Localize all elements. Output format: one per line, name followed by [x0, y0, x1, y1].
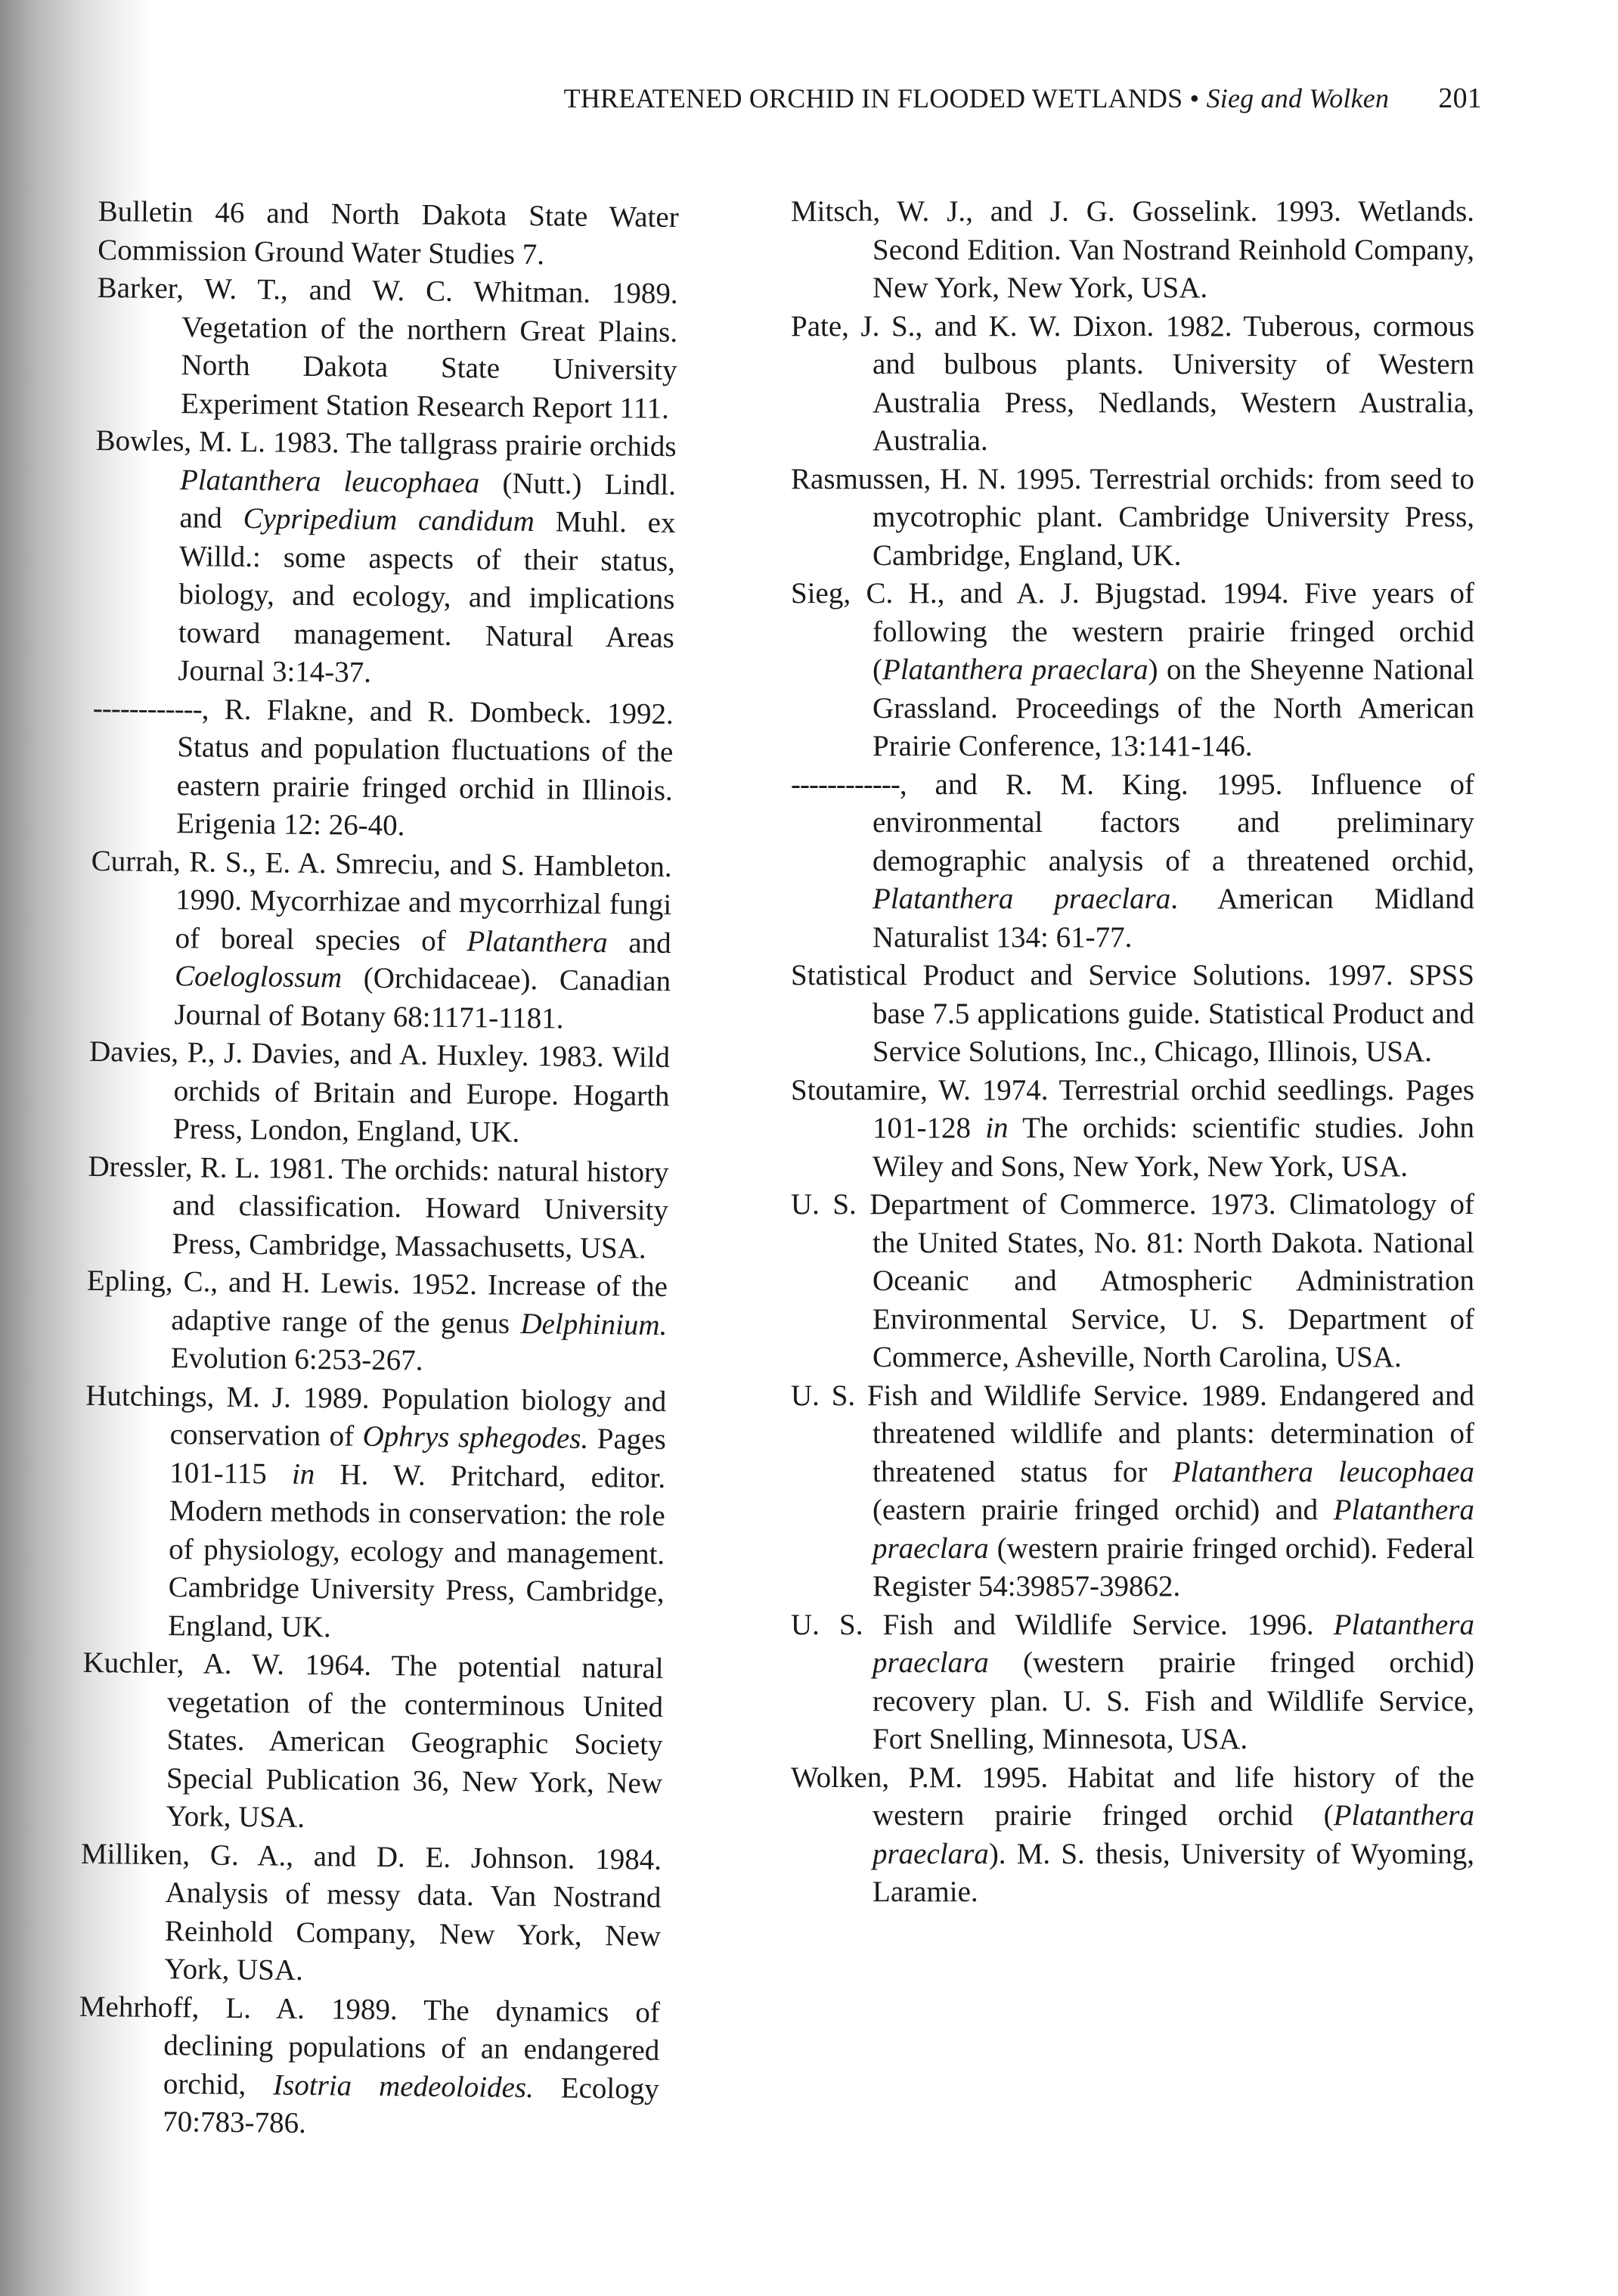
reference-entry: ------------, and R. M. King. 1995. Influence of environmental factors and preliminary demographic analysis of a threatened orchid, Platanthera praeclara. American Midland Naturalist 134: 61-77.: [791, 768, 1474, 954]
reference-entry: Epling, C., and H. Lewis. 1952. Increase of the adaptive range of the genus Delphinium. Evolution 6:253-267.: [86, 1264, 668, 1377]
reference-entry: Rasmussen, H. N. 1995. Terrestrial orchids: from seed to mycotrophic plant. Cambridge University Press, Cambridge, England, UK.: [791, 462, 1474, 572]
reference-entry: Bowles, M. L. 1983. The tallgrass prairie orchids Platanthera leucophaea (Nutt.) Lindl. and Cypripedium candidum Muhl. ex Willd.: some aspects of their status, biology, and ecology, and implications toward management. Natural Areas Journal 3:14-37.: [95, 424, 677, 689]
left-column: [78, 193, 679, 2146]
reference-entry: Dressler, R. L. 1981. The orchids: natural history and classification. Howard University Press, Cambridge, Massachusetts, USA.: [88, 1150, 669, 1265]
reference-entry: Mitsch, W. J., and J. G. Gosselink. 1993. Wetlands. Second Edition. Van Nostrand Reinhold Company, New York, New York, USA.: [791, 195, 1474, 304]
reference-entry: ------------, R. Flakne, and R. Dombeck. 1992. Status and population fluctuations of the eastern prairie fringed orchid in Illinois. Erigenia 12: 26-40.: [92, 691, 674, 842]
reference-entry: Kuchler, A. W. 1964. The potential natural vegetation of the conterminous United States. American Geographic Society Special Publication 36, New York, New York, USA.: [82, 1646, 664, 1834]
reference-entry: Wolken, P.M. 1995. Habitat and life history of the western prairie fringed orchid (Platanthera praeclara). M. S. thesis, University of Wyoming, Laramie.: [791, 1761, 1474, 1908]
reference-entry-continued: Bulletin 46 and North Dakota State Water Commission Ground Water Studies 7.: [97, 194, 679, 271]
ditto-dashes: ------------: [92, 691, 202, 725]
running-head-authors: Sieg and Wolken: [1206, 83, 1390, 113]
running-head-title: THREATENED ORCHID IN FLOODED WETLANDS: [563, 83, 1183, 113]
reference-entry: Barker, W. T., and W. C. Whitman. 1989. Vegetation of the northern Great Plains. North Dakota State University Experiment Station Research Report 111.: [97, 271, 678, 425]
running-head-bullet: •: [1189, 83, 1200, 113]
reference-entry: Currah, R. S., E. A. Smreciu, and S. Hambleton. 1990. Mycorrhizae and mycorrhizal fungi of boreal species of Platanthera and Coeloglossum (Orchidaceae). Canadian Journal of Botany 68:1171-1181.: [91, 844, 672, 1035]
reference-entry: Sieg, C. H., and A. J. Bjugstad. 1994. Five years of following the western prairie fringed orchid (Platanthera praeclara) on the Sheyenne National Grassland. Proceedings of the North American Prairie Conference, 13:141-146.: [791, 577, 1474, 762]
reference-entry: Stoutamire, W. 1974. Terrestrial orchid seedlings. Pages 101-128 in The orchids: scientific studies. John Wiley and Sons, New York, New York, USA.: [791, 1073, 1474, 1183]
reference-entry: U. S. Fish and Wildlife Service. 1989. Endangered and threatened wildlife and plants: determination of threatened status for Platanthera leucophaea (eastern prairie fringed orchid) and Platanthera praeclara (western prairie fringed orchid). Federal Register 54:39857-39862.: [791, 1379, 1474, 1603]
running-head: [529, 82, 1482, 115]
reference-entry: Mehrhoff, L. A. 1989. The dynamics of declining populations of an endangered orchid, Isotria medeoloides. Ecology 70:783-786.: [79, 1990, 661, 2140]
right-column: [791, 193, 1474, 1912]
ditto-dashes: ------------: [791, 768, 900, 801]
reference-entry: U. S. Department of Commerce. 1973. Climatology of the United States, No. 81: North Dakota. National Oceanic and Atmospheric Administration Environmental Service, U. S. Department of Commerce, Asheville, North Carolina, USA.: [791, 1188, 1474, 1373]
reference-entry: Hutchings, M. J. 1989. Population biology and conservation of Ophrys sphegodes. Pages 101-115 in H. W. Pritchard, editor. Modern methods in conservation: the role of physiology, ecology and management. Cambridge University Press, Cambridge, England, UK.: [85, 1379, 667, 1643]
reference-entry: Milliken, G. A., and D. E. Johnson. 1984. Analysis of messy data. Van Nostrand Reinhold Company, New York, New York, USA.: [80, 1837, 662, 1987]
reference-entry: U. S. Fish and Wildlife Service. 1996. Platanthera praeclara (western prairie fringed orchid) recovery plan. U. S. Fish and Wildlife Service, Fort Snelling, Minnesota, USA.: [791, 1608, 1474, 1755]
reference-entry: Davies, P., J. Davies, and A. Huxley. 1983. Wild orchids of Britain and Europe. Hogarth Press, London, England, UK.: [88, 1035, 671, 1149]
reference-entry: Pate, J. S., and K. W. Dixon. 1982. Tuberous, cormous and bulbous plants. University of Western Australia Press, Nedlands, Western Australia, Australia.: [791, 309, 1474, 457]
page-number: 201: [1438, 82, 1482, 114]
reference-entry: Statistical Product and Service Solutions. 1997. SPSS base 7.5 applications guide. Statistical Product and Service Solutions, Inc., Chicago, Illinois, USA.: [791, 959, 1474, 1068]
